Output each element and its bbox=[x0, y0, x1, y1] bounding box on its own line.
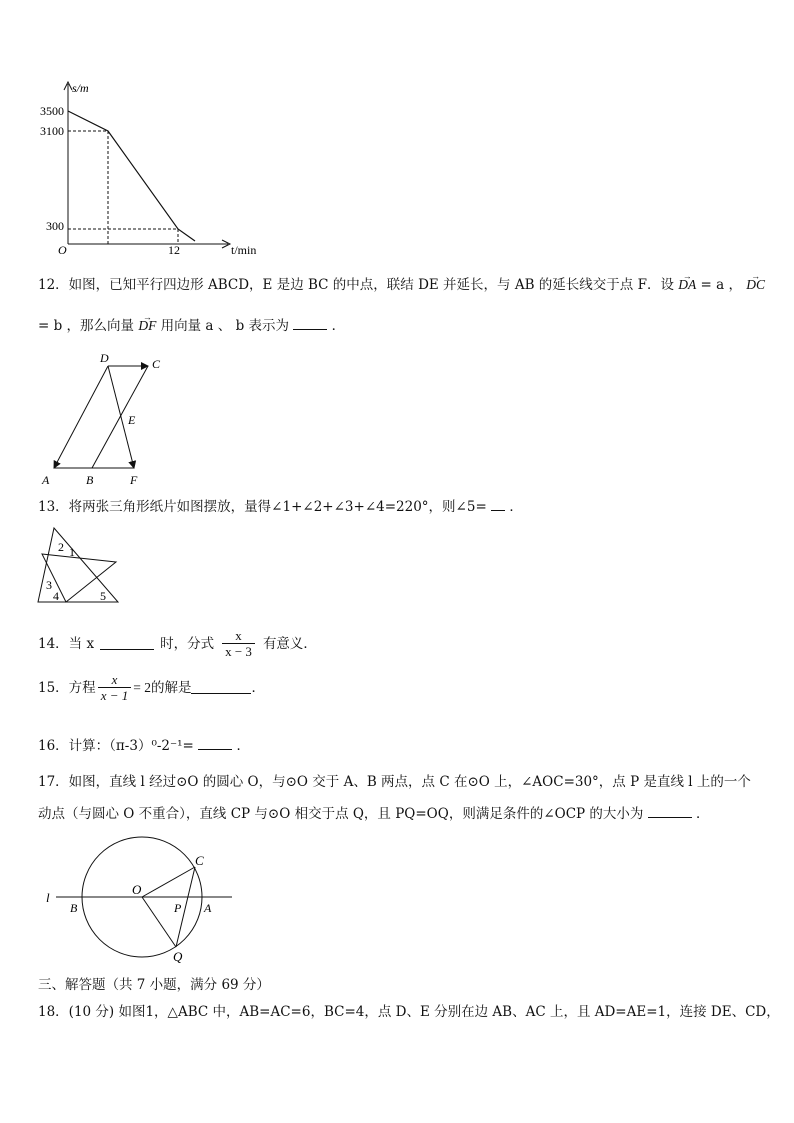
y-axis-label: s/m bbox=[72, 81, 89, 95]
q17-line2 bbox=[38, 805, 710, 823]
q15-eq: = 2 bbox=[133, 679, 151, 695]
q14-prefix: 14．当 x bbox=[38, 635, 95, 652]
label-f: F bbox=[130, 473, 138, 487]
vector-df: → DF bbox=[138, 317, 156, 335]
label-c: C bbox=[195, 853, 204, 868]
q17-line1: 17．如图，直线 l 经过⊙O 的圆心 O，与⊙O 交于 A、B 两点，点 C 在⊙O 上，∠AOC=30°，点 P 是直线 l 上的一个 bbox=[38, 774, 751, 790]
vector-dc: → DC bbox=[746, 276, 765, 294]
q14-line bbox=[38, 628, 317, 659]
q15-numerator: x bbox=[111, 672, 118, 687]
label-e: E bbox=[128, 413, 136, 427]
q15-denominator: x − 1 bbox=[98, 687, 132, 703]
angle-label-5: 5 bbox=[100, 589, 106, 603]
label-q: Q bbox=[173, 949, 183, 964]
circle-figure bbox=[40, 836, 240, 976]
q13-answer-blank[interactable] bbox=[491, 498, 505, 511]
angle-label-1: 1 bbox=[69, 545, 75, 559]
q12-text-b: 用向量 a 、 b 表示为 bbox=[160, 318, 289, 334]
segment-oq bbox=[142, 897, 176, 947]
q16-text: 16．计算：（π-3）⁰-2⁻¹= bbox=[38, 738, 194, 754]
label-d: D bbox=[100, 351, 109, 365]
q12-text-a: 12．如图，已知平行四边形 ABCD，E 是边 BC 的中点，联结 DE 并延长，与 AB 的延长线交于点 F．设 bbox=[38, 277, 674, 293]
y-tick-3100: 3100 bbox=[40, 124, 64, 138]
q18-line1: 18．(10 分) 如图1，△ABC 中，AB=AC=6，BC=4，点 D、E 分别在边 AB、AC 上，且 AD=AE=1，连接 DE、CD， bbox=[38, 1004, 780, 1020]
q16-answer-blank[interactable] bbox=[198, 737, 232, 750]
distance-line bbox=[68, 111, 195, 241]
q12-period: ． bbox=[331, 318, 346, 334]
q15-suffix: 的解是 bbox=[150, 679, 192, 696]
y-tick-3500: 3500 bbox=[40, 104, 64, 118]
label-p: P bbox=[174, 901, 182, 915]
q12-line2 bbox=[38, 317, 345, 335]
distance-time-graph bbox=[28, 78, 260, 262]
vector-da: → DA bbox=[678, 276, 696, 294]
label-b: B bbox=[86, 473, 94, 487]
q14-answer-blank[interactable] bbox=[100, 637, 154, 650]
q16-line bbox=[38, 737, 250, 755]
q12-eq-b: = b ，那么向量 bbox=[38, 318, 135, 334]
q14-denominator: x − 3 bbox=[222, 643, 255, 659]
q15-end: ． bbox=[251, 679, 265, 696]
label-a: A bbox=[42, 473, 50, 487]
q14-numerator: x bbox=[235, 628, 242, 643]
q13-text: 13．将两张三角形纸片如图摆放，量得∠1+∠2+∠3+∠4=220°，则∠5= bbox=[38, 499, 487, 515]
angle-label-4: 4 bbox=[53, 589, 59, 603]
y-tick-300: 300 bbox=[46, 219, 64, 233]
label-b: B bbox=[70, 901, 78, 915]
q12-answer-blank[interactable] bbox=[293, 317, 327, 330]
q13-end: ． bbox=[509, 499, 523, 515]
q17-answer-blank[interactable] bbox=[648, 805, 692, 818]
x-tick-12: 12 bbox=[168, 243, 180, 257]
label-line-l: l bbox=[46, 890, 50, 905]
q12-line1 bbox=[38, 276, 765, 294]
q15-fraction bbox=[98, 672, 132, 703]
q15-line bbox=[38, 672, 265, 703]
triangles-figure bbox=[36, 524, 128, 610]
q14-suffix: 有意义． bbox=[262, 635, 317, 652]
angle-label-3: 3 bbox=[46, 578, 52, 592]
label-c: C bbox=[152, 357, 161, 371]
q15-answer-blank[interactable] bbox=[191, 681, 251, 694]
q17-text-2: 动点（与圆心 O 不重合），直线 CP 与⊙O 相交于点 Q，且 PQ=OQ，则满足条件的∠OCP 的大小为 bbox=[38, 806, 644, 822]
q17-end: ． bbox=[696, 806, 710, 822]
label-a: A bbox=[204, 901, 212, 915]
q14-mid: 时，分式 bbox=[160, 635, 215, 652]
x-axis-label: t/min bbox=[231, 243, 257, 257]
angle-label-2: 2 bbox=[58, 540, 64, 554]
q13-line bbox=[38, 498, 523, 516]
section-3-heading: 三、解答题（共 7 小题，满分 69 分） bbox=[38, 977, 270, 993]
segment-oc bbox=[142, 867, 195, 897]
q12-eq-a: = a ， bbox=[700, 277, 742, 293]
origin-label: O bbox=[58, 243, 67, 257]
label-o: O bbox=[132, 882, 142, 897]
q16-end: ． bbox=[236, 738, 250, 754]
q14-fraction bbox=[222, 628, 255, 659]
parallelogram-figure bbox=[36, 346, 176, 492]
q15-prefix: 15．方程 bbox=[38, 679, 96, 696]
